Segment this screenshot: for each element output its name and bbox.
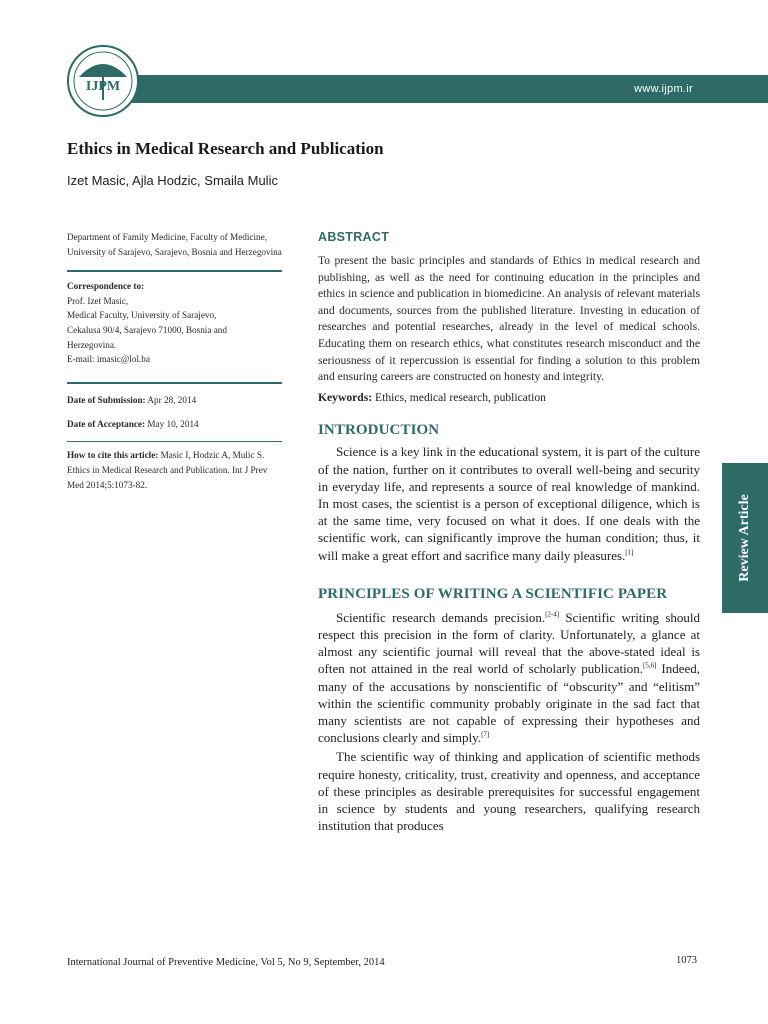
citation-ref[interactable]: [7] [481, 730, 490, 739]
keywords-label: Keywords: [318, 390, 373, 404]
submission-value: Apr 28, 2014 [147, 394, 197, 405]
site-url[interactable]: www.ijpm.ir [634, 83, 693, 95]
logo-text: IJPM [85, 79, 121, 94]
citation-ref[interactable]: [1] [625, 548, 634, 557]
principles-paragraph-2: The scientific way of thinking and application of scientific methods require honesty, criticality, trust, creativity and openness, and acceptance of these principles as desirable prerequisites for successful engagement in science by students and young researchers, qualifying research institution that produces [318, 749, 700, 834]
citation-ref[interactable]: [5,6] [643, 662, 657, 671]
submission-date [67, 393, 282, 408]
affiliation: Department of Family Medicine, Faculty of Medicine, University of Sarajevo, Sarajevo, Bosnia and Herzegovina [67, 232, 282, 257]
correspondence-line: Medical Faculty, University of Sarajevo, [67, 310, 217, 321]
correspondence-line: Herzegovina. [67, 339, 117, 350]
article-authors: Izet Masic, Ajla Hodzic, Smaila Mulic [67, 173, 278, 188]
keywords [318, 390, 700, 407]
article-title: Ethics in Medical Research and Publication [67, 139, 384, 158]
acceptance-label: Date of Acceptance: [67, 419, 146, 430]
cite-label: How to cite this article: [67, 450, 159, 461]
principles-paragraph-1 [318, 609, 700, 747]
journal-logo [66, 44, 140, 118]
acceptance-date [67, 417, 282, 432]
page-number: 1073 [676, 955, 697, 966]
introduction-paragraph: Science is a key link in the educational system, it is part of the culture of the nation, further on it contributes to overall well-being and security in everyday life, and represents a source of real knowledge of mankind. In most cases, the scientist is a person of exceptional diligence, which is at the same time, very focused on what it does. If one deals with the scientific work, can significantly improve the human condition; thus, it will make a great effort and sacrifice many daily pleasures. [318, 444, 700, 563]
divider [67, 270, 282, 272]
header-bar [100, 75, 768, 103]
correspondence-label: Correspondence to: [67, 281, 145, 292]
footer-journal: International Journal of Preventive Medicine, Vol 5, No 9, September, 2014 [67, 957, 385, 968]
abstract-heading: ABSTRACT [318, 230, 390, 244]
principles-text: Scientific research demands precision. [336, 609, 546, 625]
keywords-value: Ethics, medical research, publication [375, 390, 546, 404]
cite-text: Masic I, Hodzic A, Mulic S. Ethics in Medical Research and Publication. Int J Prev Med 2014;5:1073-82. [67, 450, 268, 490]
principles-text: Scientific writing should respect this precision in the form of clarity. Unfortunately, a glance at almost any scientific journal will reveal that the above-stated ideal is often not attained in the real world of scholarly publication. [318, 609, 700, 677]
introduction-heading: INTRODUCTION [318, 422, 440, 439]
correspondence-line: Prof. Izet Masic, [67, 295, 129, 306]
divider [67, 382, 282, 384]
submission-label: Date of Submission: [67, 394, 146, 405]
introduction-text [318, 443, 700, 563]
correspondence-email[interactable]: E-mail: imasic@lol.ba [67, 354, 150, 365]
divider [67, 441, 282, 443]
citation [67, 448, 282, 492]
acceptance-value: May 10, 2014 [147, 419, 199, 430]
citation-ref[interactable]: [2-4] [545, 610, 560, 619]
principles-text: Indeed, many of the accusations by nonscientific of “obscurity” and “elitism” within the scientific community probably originate in the sad fact that many scientists are not capable of expressing their hypotheses and conclusions clearly and simply. [318, 661, 700, 746]
main-column [318, 230, 700, 834]
correspondence-line: Cekalusa 90/4, Sarajevo 71000, Bosnia and [67, 324, 227, 335]
article-info-sidebar [67, 230, 282, 492]
review-article-tab [722, 463, 768, 613]
review-article-label: Review Article [737, 494, 752, 582]
principles-heading: PRINCIPLES OF WRITING A SCIENTIFIC PAPER [318, 585, 668, 602]
abstract-text: To present the basic principles and standards of Ethics in medical research and publishing, as well as the need for continuing education in the principles and ethics in science and publication in biomedicine. An analysis of relevant materials and documents, sources from the published literature. Investing in education of researches and potential researches, already in the level of medical schools. Educating them on research ethics, what constitutes research misconduct and the seriousness of it repercussion is essential for finding a solution to this problem and ensuring careers are constructed on honesty and integrity. [318, 254, 700, 384]
